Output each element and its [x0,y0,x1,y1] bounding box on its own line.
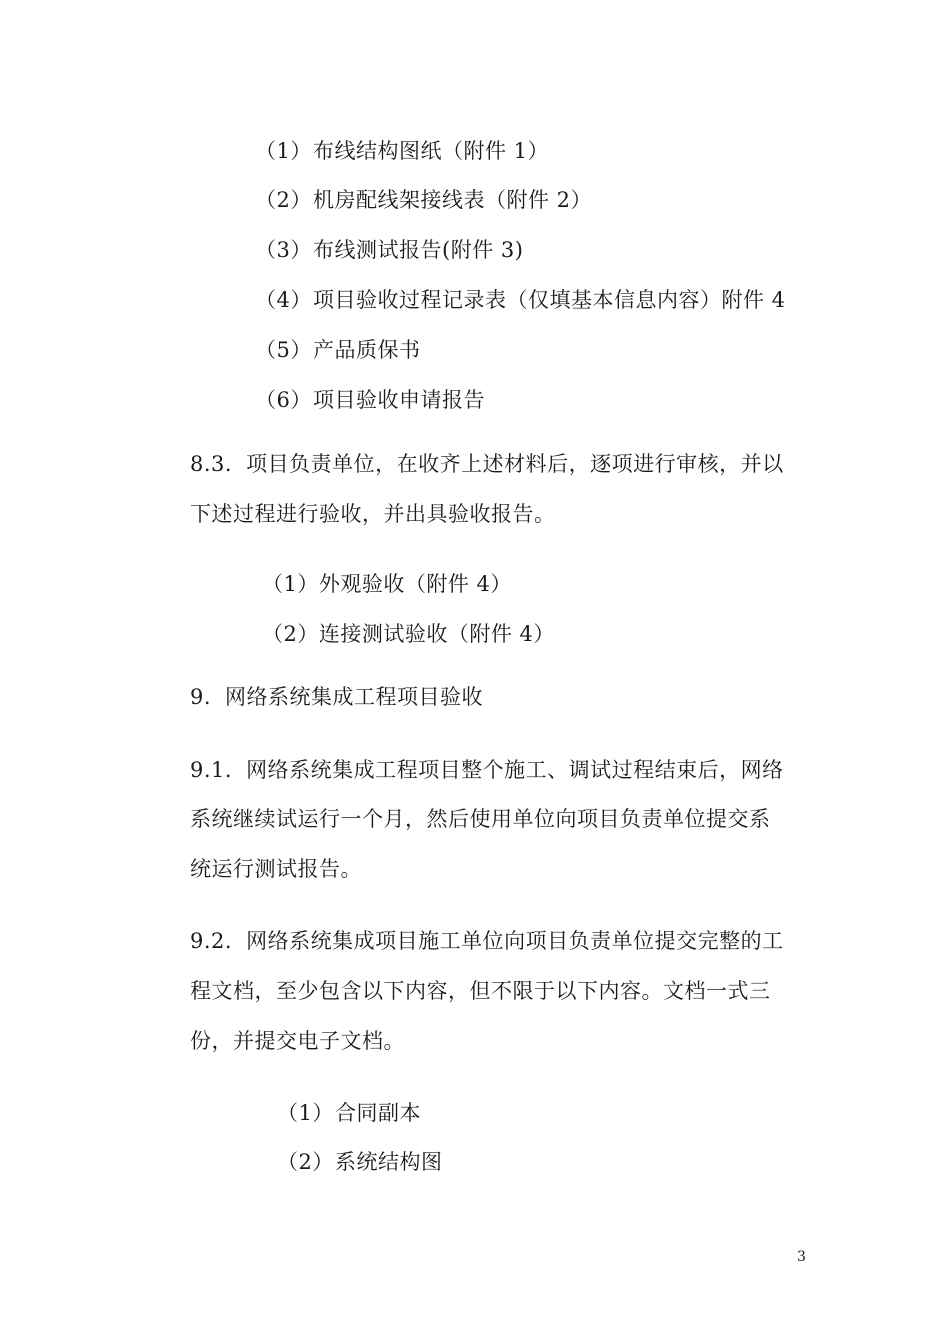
list-item-text: 项目验收过程记录表（仅填基本信息内容）附件 4 [313,288,786,312]
list-item [255,336,421,364]
list-item-text: 合同副本 [335,1101,421,1125]
paragraph-8-3-line [190,450,784,478]
list-item-number: （6） [255,388,312,412]
paragraph-text: 项目负责单位，在收齐上述材料后，逐项进行审核，并以 [246,452,784,476]
list-item-text: 布线测试报告(附件 3) [313,238,524,262]
list-item-text: 机房配线架接线表（附件 2） [313,188,593,212]
list-item-number: （5） [255,338,312,362]
list-item [255,186,592,214]
paragraph-9-1-line [190,756,784,784]
section-number: 9. [190,685,212,709]
paragraph-8-3-line: 下述过程进行验收，并出具验收报告。 [190,502,556,526]
list-item-text: 项目验收申请报告 [313,388,485,412]
paragraph-text: 网络系统集成工程项目整个施工、调试过程结束后，网络 [246,758,784,782]
list-item-text: 系统结构图 [335,1150,443,1174]
section-heading [190,683,483,711]
paragraph-text: 网络系统集成项目施工单位向项目负责单位提交完整的工 [246,929,784,953]
section-number: 9.2. [190,929,233,953]
list-item [255,137,549,165]
list-item-number: （1） [255,139,312,163]
paragraph-9-1-line: 统运行测试报告。 [190,857,362,881]
list-item: （1）外观验收（附件 4） [262,572,512,596]
list-item-number: （3） [255,238,312,262]
list-item [277,1099,421,1127]
page-number: 3 [797,1249,806,1265]
section-number: 9.1. [190,758,233,782]
list-item-text: 布线结构图纸（附件 1） [313,139,550,163]
list-item-number: （2） [277,1150,334,1174]
list-item [255,236,523,264]
paragraph-9-2-line: 程文档，至少包含以下内容，但不限于以下内容。文档一式三 [190,979,771,1003]
paragraph-9-2-line: 份，并提交电子文档。 [190,1029,405,1053]
list-item-number: （1） [277,1101,334,1125]
paragraph-9-1-line: 系统继续试运行一个月，然后使用单位向项目负责单位提交系 [190,807,771,831]
list-item [255,386,485,414]
section-number: 8.3. [190,452,233,476]
list-item [277,1148,443,1176]
list-item [255,286,786,314]
list-item-text: 产品质保书 [313,338,421,362]
list-item-number: （4） [255,288,312,312]
paragraph-9-2-line [190,927,784,955]
list-item: （2）连接测试验收（附件 4） [262,622,555,646]
section-heading-text: 网络系统集成工程项目验收 [225,685,484,709]
list-item-number: （2） [255,188,312,212]
